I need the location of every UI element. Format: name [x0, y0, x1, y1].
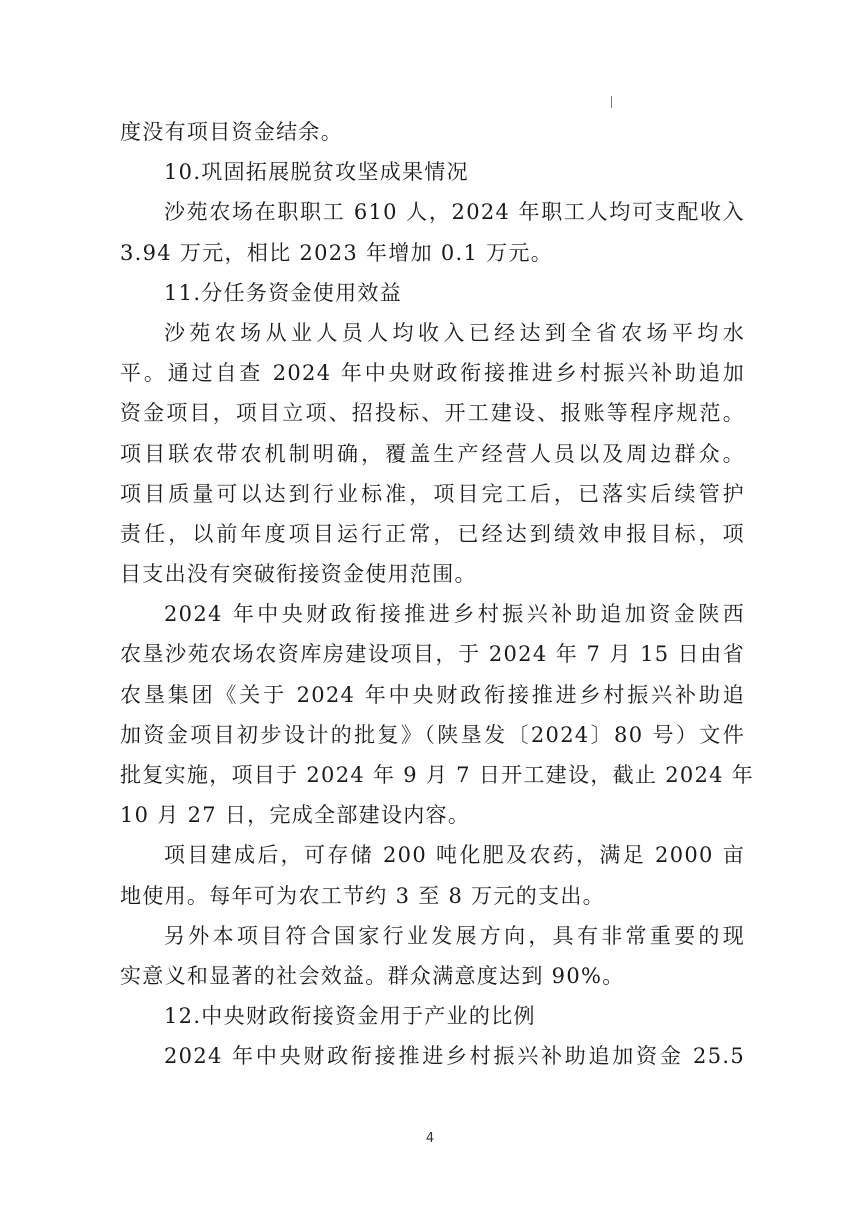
- text-line: 2024 年中央财政衔接推进乡村振兴补助追加资金陕西: [164, 602, 745, 627]
- text-line: 批复实施，项目于 2024 年 9 月 7 日开工建设，截止 2024 年: [120, 763, 755, 787]
- text-line: 项目质量可以达到行业标准，项目完工后，已落实后续管护: [120, 481, 745, 506]
- text-line: 2024 年中央财政衔接推进乡村振兴补助追加资金 25.5: [164, 1044, 745, 1069]
- text-line: 实意义和显著的社会效益。群众满意度达到 90%。: [120, 963, 625, 988]
- scan-mark: [611, 96, 612, 108]
- text-line: 农垦集团《关于 2024 年中央财政衔接推进乡村振兴补助追: [120, 682, 745, 707]
- text-line: 度没有项目资金结余。: [120, 120, 343, 144]
- body-text: [120, 112, 755, 1077]
- text-line: 地使用。每年可为农工节约 3 至 8 万元的支出。: [120, 883, 605, 908]
- text-line: 另外本项目符合国家行业发展方向，具有非常重要的现: [164, 923, 745, 948]
- text-line: 3.94 万元，相比 2023 年增加 0.1 万元。: [120, 240, 554, 265]
- text-line: 加资金项目初步设计的批复》（陕垦发〔2024〕80 号）文件: [120, 722, 745, 747]
- text-line: 目支出没有突破衔接资金使用范围。: [120, 562, 477, 587]
- text-line: 责任，以前年度项目运行正常，已经达到绩效申报目标，项: [120, 521, 745, 546]
- text-line: 10 月 27 日，完成全部建设内容。: [120, 803, 471, 828]
- text-line: 项目联农带农机制明确，覆盖生产经营人员以及周边群众。: [120, 441, 745, 466]
- section-heading-10: 10.巩固拓展脱贫攻坚成果情况: [164, 160, 469, 185]
- text-line: 资金项目，项目立项、招投标、开工建设、报账等程序规范。: [120, 401, 745, 426]
- text-line: 沙苑农场在职职工 610 人，2024 年职工人均可支配收入: [164, 200, 745, 225]
- page-number: 4: [425, 1131, 435, 1146]
- text-line: 项目建成后，可存储 200 吨化肥及农药，满足 2000 亩: [164, 843, 745, 868]
- section-heading-12: 12.中央财政衔接资金用于产业的比例: [164, 1004, 536, 1029]
- section-heading-11: 11.分任务资金使用效益: [164, 280, 402, 305]
- text-line: 沙苑农场从业人员人均收入已经达到全省农场平均水: [164, 320, 745, 345]
- text-line: 平。通过自查 2024 年中央财政衔接推进乡村振兴补助追加: [120, 361, 745, 386]
- text-line: 农垦沙苑农场农资库房建设项目，于 2024 年 7 月 15 日由省: [120, 642, 745, 667]
